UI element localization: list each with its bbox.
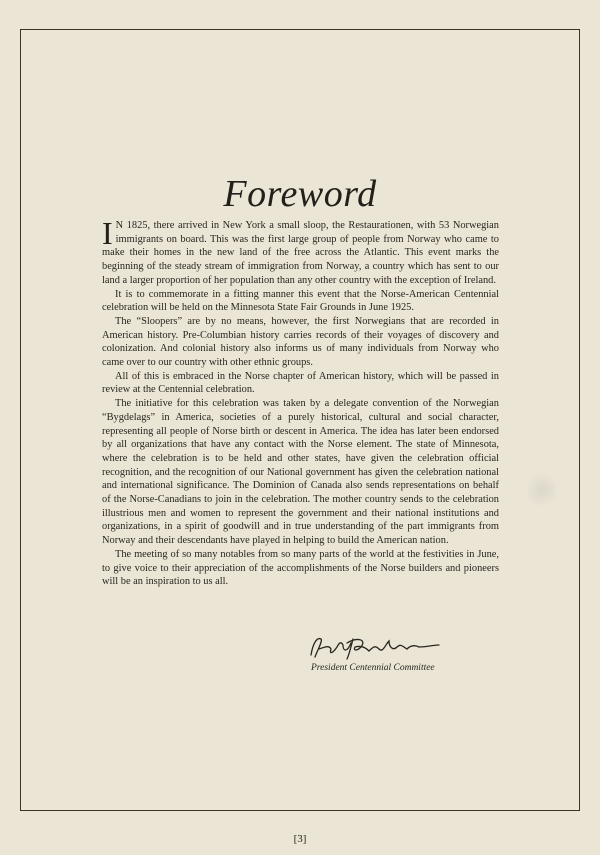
paper-stain xyxy=(528,470,556,510)
foreword-body xyxy=(102,215,499,589)
paragraph-6: The meeting of so many notables from so many parts of the world at the festivities in June, to give voice to their appreciation of the accomplishments of the Norse builders and pioneers will be an inspiration to us all. xyxy=(102,548,499,588)
page-title: Foreword xyxy=(223,173,377,215)
paragraph-4: All of this is embraced in the Norse chapter of American history, which will be passed in review at the Centennial celebration. xyxy=(102,370,499,396)
handwritten-signature xyxy=(303,633,443,663)
paragraph-1-text: N 1825, there arrived in New York a small sloop, the Restaurationen, with 53 Norwegian immigrants on board. This was the first large group of people from Norway who came to make their homes in the new land of the free across the Atlantic. This event marks the beginning of the steady stream of immigration from Norway, a country which has sent to our land a larger proportion of her population than any other country with the exception of Ireland. xyxy=(102,220,499,286)
paragraph-2: It is to commemorate in a fitting manner this event that the Norse-American Centennial celebration will be held on the Minnesota State Fair Grounds in June 1925. xyxy=(102,288,499,314)
paragraph-3: The “Sloopers” are by no means, however, the first Norwegians that are recorded in American history. Pre-Columbian history carries records of their voyages of discovery and colonization. And colonial history also informs us of many individuals from Norway who came over to our country with other ethnic groups. xyxy=(102,315,499,369)
paragraph-5: The initiative for this celebration was taken by a delegate convention of the Norwegian “Bygdelags” in America, societies of a purely historical, cultural and social character, representing all people of Norse birth or descent in America. The idea has later been endorsed by all organizations that have any contact with the Norse element. The state of Minnesota, where the celebration is to be held and other states, have given the celebration official recognition, and the recognition of our National government has given the celebration national and international significance. The Dominion of Canada also sends representations on behalf of the Norse-Canadians to join in the celebration. The mother country sends to the celebration illustrious men and women to represent the government and their national institutions and organizations, in a spirit of goodwill and in true understanding of the part immigrants from Norway and their descendants have played in helping to build the American nation. xyxy=(102,398,499,547)
drop-cap: I xyxy=(102,215,113,251)
paragraph-1 xyxy=(102,215,499,288)
page-number: [3] xyxy=(293,833,307,845)
signature-title: President Centennial Committee xyxy=(311,663,435,673)
